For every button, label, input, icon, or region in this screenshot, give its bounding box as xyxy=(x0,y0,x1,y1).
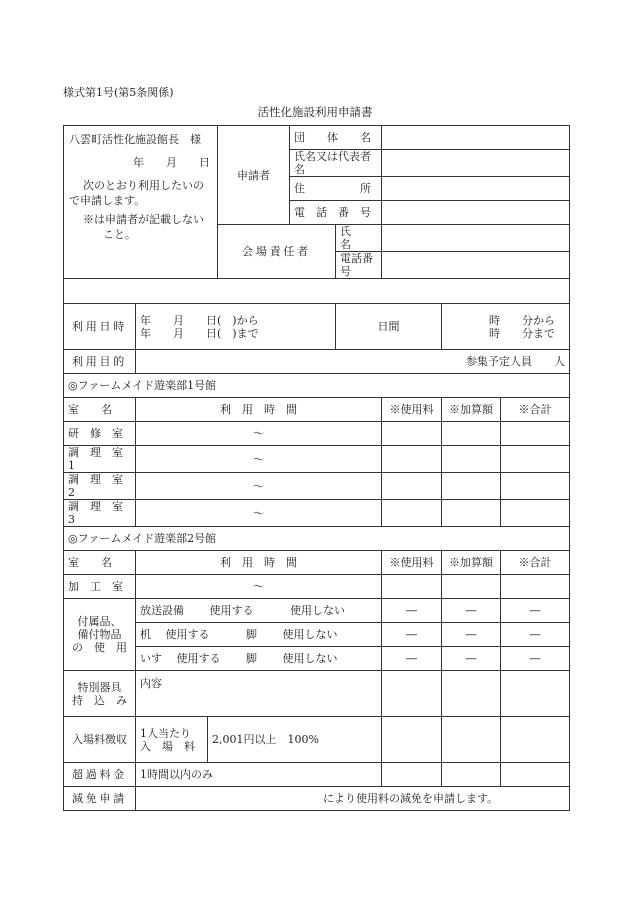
group-name-label: 団 体 名 xyxy=(290,126,382,150)
use-option[interactable]: 使用する xyxy=(165,628,210,641)
admission-fee-field xyxy=(382,717,442,763)
application-form-table xyxy=(63,125,570,811)
equipment-item-name: いす xyxy=(140,652,162,665)
table-row xyxy=(64,446,570,473)
room-time-field[interactable]: ～ xyxy=(136,446,382,473)
unit-label: 脚 xyxy=(246,652,257,665)
room-fee-field xyxy=(382,446,442,473)
hall2-col-fee: ※使用料 xyxy=(382,551,442,575)
no-use-option[interactable]: 使用しない xyxy=(282,652,338,665)
phone-label: 電 話 番 号 xyxy=(290,201,382,225)
special-add-field xyxy=(442,671,501,717)
per-person-label xyxy=(136,717,208,763)
exemption-text: により使用料の減免を申請します。 xyxy=(322,792,499,805)
hall1-col-room: 室 名 xyxy=(64,398,136,422)
room-total-field xyxy=(501,500,570,527)
equipment-option[interactable] xyxy=(136,647,382,671)
request-text-2: で申請します。 xyxy=(69,194,146,207)
representative-field[interactable] xyxy=(382,150,570,177)
equipment-option[interactable] xyxy=(136,623,382,647)
equipment-label-2: 備付物品 xyxy=(77,628,122,641)
admission-label: 入場料徴収 xyxy=(64,717,136,763)
overtime-total-field xyxy=(501,763,570,787)
room-total-field xyxy=(501,422,570,446)
admission-add-field xyxy=(442,717,501,763)
overtime-add-field xyxy=(442,763,501,787)
table-row xyxy=(64,500,570,527)
purpose-label: 利用目的 xyxy=(64,350,136,374)
fee-dash: ― xyxy=(382,623,442,647)
attendees-text: 参集予定人員 人 xyxy=(466,355,566,368)
manager-phone-field[interactable] xyxy=(382,252,570,279)
fee-dash: ― xyxy=(382,599,442,623)
group-name-field[interactable] xyxy=(382,126,570,150)
phone-field[interactable] xyxy=(382,201,570,225)
table-row xyxy=(64,647,570,671)
equipment-label-3: の 使 用 xyxy=(72,641,127,654)
addressee: 八雲町活性化施設館長 様 xyxy=(69,133,201,146)
special-label-1: 特別器具 xyxy=(77,680,122,694)
add-dash: ― xyxy=(442,647,501,671)
unit-label: 脚 xyxy=(246,628,257,641)
room-time-field[interactable]: ～ xyxy=(136,575,382,599)
form-number: 様式第1号(第5条関係) xyxy=(63,86,174,99)
address-label: 住 所 xyxy=(290,177,382,201)
table-row xyxy=(64,422,570,446)
hall2-col-room: 室 名 xyxy=(64,551,136,575)
table-row xyxy=(64,473,570,500)
room-time-field[interactable]: ～ xyxy=(136,500,382,527)
total-dash: ― xyxy=(501,647,570,671)
equipment-label xyxy=(64,599,136,671)
usage-to-line: 年 月 日( )まで xyxy=(140,326,259,340)
exemption-label: 減免申請 xyxy=(64,787,136,811)
room-name: 加 工 室 xyxy=(64,575,136,599)
special-equipment-label xyxy=(64,671,136,717)
room-total-field xyxy=(501,446,570,473)
hall1-col-time: 利 用 時 間 xyxy=(136,398,382,422)
overtime-label: 超過料金 xyxy=(64,763,136,787)
room-fee-field xyxy=(382,473,442,500)
hall1-col-add: ※加算額 xyxy=(442,398,501,422)
hall2-col-total: ※合計 xyxy=(501,551,570,575)
usage-date-field[interactable] xyxy=(136,304,336,350)
equipment-label-1: 付属品、 xyxy=(77,615,122,628)
add-dash: ― xyxy=(442,623,501,647)
request-text-1: 次のとおり利用したいの xyxy=(83,179,204,192)
table-row xyxy=(64,623,570,647)
special-fee-field xyxy=(382,671,442,717)
total-dash: ― xyxy=(501,599,570,623)
purpose-field[interactable] xyxy=(136,350,570,374)
special-content-field[interactable] xyxy=(136,671,382,717)
special-label-2: 持 込 み xyxy=(72,693,127,707)
equipment-item-name: 机 xyxy=(140,628,151,641)
special-content-label: 内容 xyxy=(140,677,162,690)
equipment-item-name: 放送設備 xyxy=(140,604,184,617)
address-field[interactable] xyxy=(382,177,570,201)
exemption-field[interactable] xyxy=(136,787,570,811)
admission-total-field xyxy=(501,717,570,763)
room-name: 研 修 室 xyxy=(64,422,136,446)
add-dash: ― xyxy=(442,599,501,623)
blank-row xyxy=(64,279,570,304)
no-use-option[interactable]: 使用しない xyxy=(290,604,345,617)
hall1-col-total: ※合計 xyxy=(501,398,570,422)
room-name: 調 理 室 2 xyxy=(64,473,136,500)
hall2-title: ◎ファームメイド遊楽部2号館 xyxy=(64,527,570,551)
hall2-col-time: 利 用 時 間 xyxy=(136,551,382,575)
room-time-field[interactable]: ～ xyxy=(136,473,382,500)
room-total-field xyxy=(501,473,570,500)
representative-label: 氏名又は代表者名 xyxy=(290,150,382,177)
room-add-field xyxy=(442,446,501,473)
table-row xyxy=(64,599,570,623)
room-time-field[interactable]: ～ xyxy=(136,422,382,446)
use-option[interactable]: 使用する xyxy=(176,652,221,665)
overtime-fee-field xyxy=(382,763,442,787)
addressee-block xyxy=(64,126,218,279)
room-add-field xyxy=(442,422,501,446)
per-person-label-2: 入 場 料 xyxy=(140,739,195,753)
applicant-label: 申請者 xyxy=(218,126,290,225)
room-total-field xyxy=(501,575,570,599)
fee-dash: ― xyxy=(382,647,442,671)
manager-phone-label: 電話番号 xyxy=(336,252,382,279)
room-fee-field xyxy=(382,575,442,599)
room-fee-field xyxy=(382,422,442,446)
special-total-field xyxy=(501,671,570,717)
manager-name-field[interactable] xyxy=(382,225,570,252)
room-add-field xyxy=(442,473,501,500)
note-text-1: ※は申請者が記載しない xyxy=(83,213,204,226)
usage-from-line: 年 月 日( )から xyxy=(140,313,259,327)
usage-time-field[interactable] xyxy=(442,304,570,350)
overtime-value: 1時間以内のみ xyxy=(136,763,382,787)
total-dash: ― xyxy=(501,623,570,647)
room-add-field xyxy=(442,575,501,599)
submission-date: 年 月 日 xyxy=(133,156,211,169)
time-from-line: 時 分から xyxy=(489,313,556,327)
room-add-field xyxy=(442,500,501,527)
table-row xyxy=(64,575,570,599)
days-label: 日間 xyxy=(336,304,442,350)
admission-value: 2,001円以上 100% xyxy=(208,717,382,763)
room-name: 調 理 室 3 xyxy=(64,500,136,527)
note-text-2: こと。 xyxy=(103,228,136,241)
venue-manager-label: 会場責任者 xyxy=(218,225,336,279)
hall1-title: ◎ファームメイド遊楽部1号館 xyxy=(64,374,570,398)
use-option[interactable]: 使用する xyxy=(209,604,254,617)
room-name: 調 理 室 1 xyxy=(64,446,136,473)
usage-datetime-label: 利用日時 xyxy=(64,304,136,350)
manager-name-label: 氏 名 xyxy=(336,225,382,252)
time-to-line: 時 分まで xyxy=(489,326,556,340)
hall1-col-fee: ※使用料 xyxy=(382,398,442,422)
per-person-label-1: 1人当たり xyxy=(140,726,191,740)
room-fee-field xyxy=(382,500,442,527)
no-use-option[interactable]: 使用しない xyxy=(282,628,338,641)
form-title: 活性化施設利用申請書 xyxy=(257,105,373,119)
equipment-option[interactable] xyxy=(136,599,382,623)
hall2-col-add: ※加算額 xyxy=(442,551,501,575)
